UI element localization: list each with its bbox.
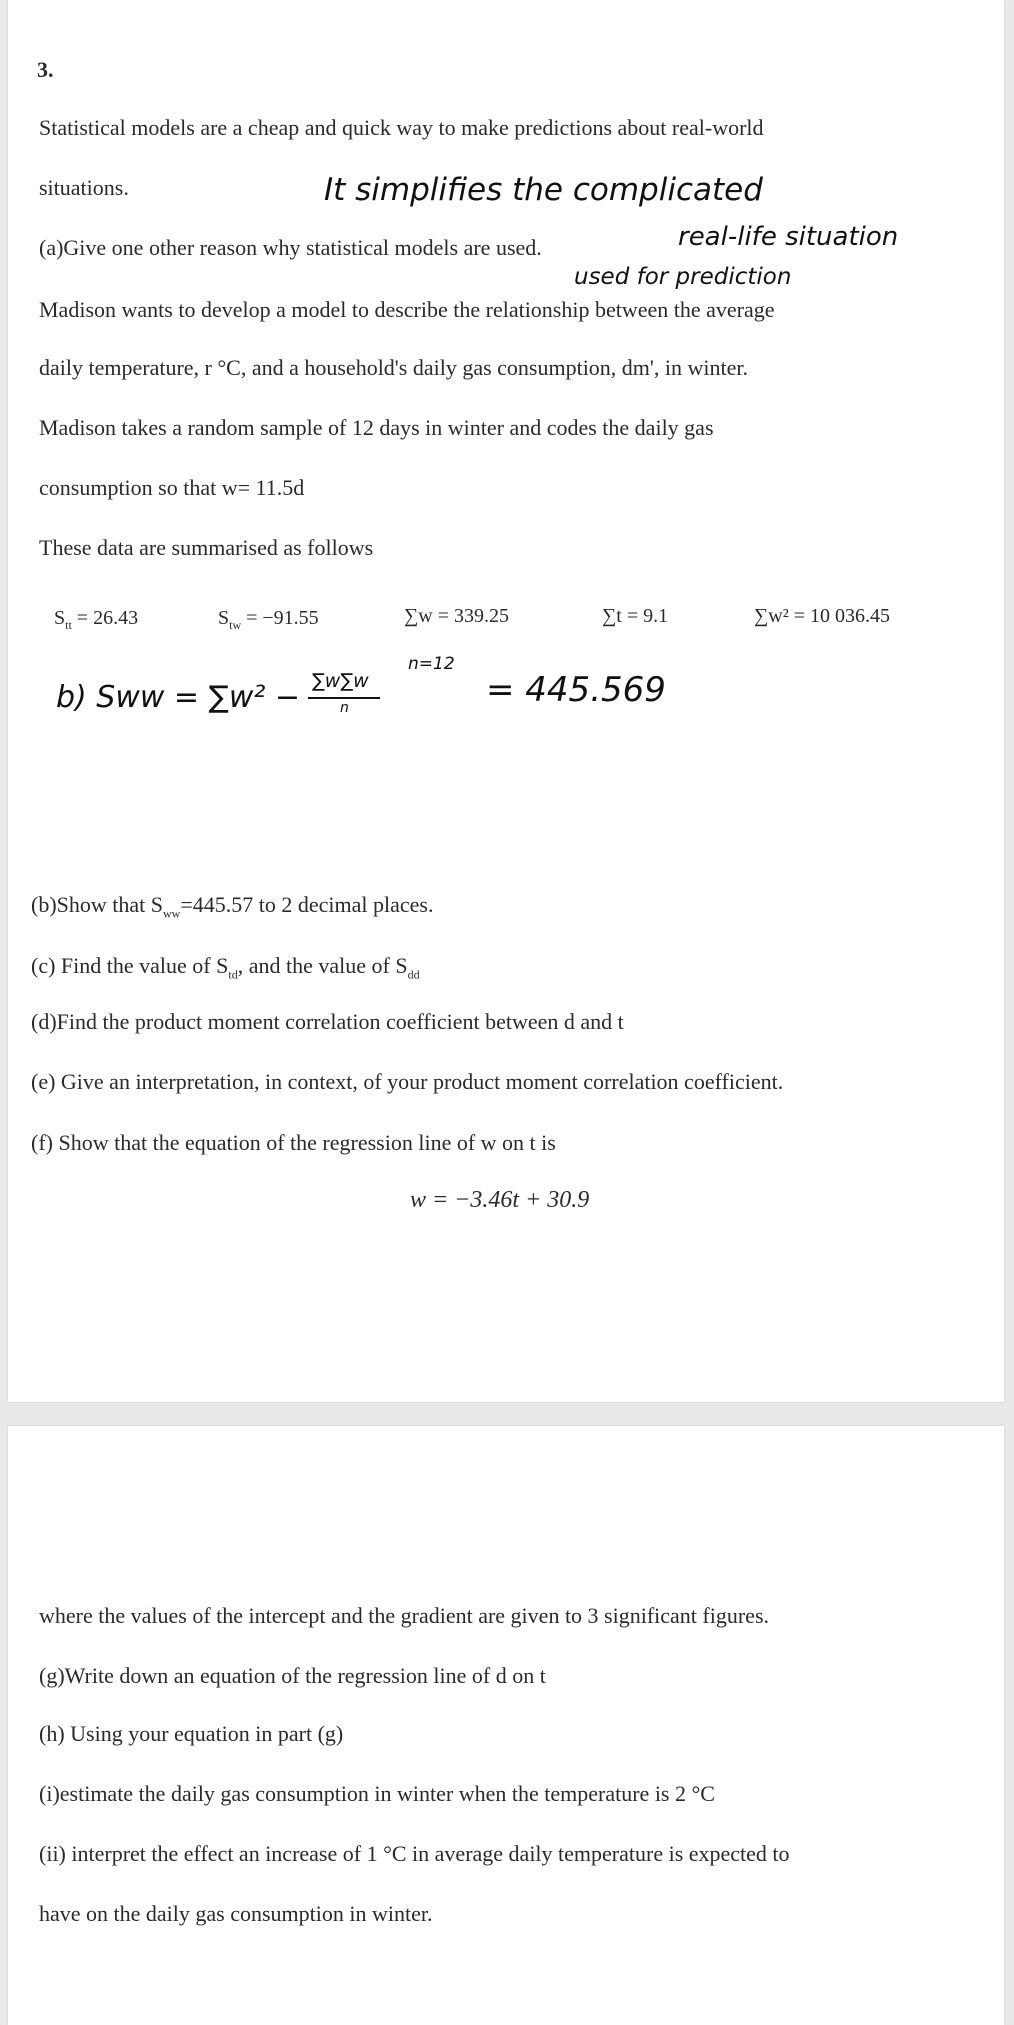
part-g-question: (g)Write down an equation of the regression line of d on t <box>39 1663 546 1688</box>
handwritten-fraction-bar <box>308 697 380 699</box>
part-e-question: (e) Give an interpretation, in context, of your product moment correlation coefficient. <box>31 1069 784 1094</box>
handwritten-answer-a-line-2: real-life situation <box>678 222 899 252</box>
body-line-1: Madison wants to develop a model to describe the relationship between the average <box>39 297 775 322</box>
intro-line-2: situations. <box>39 175 129 200</box>
body-line-4: consumption so that w= 11.5d <box>39 475 305 500</box>
stat-sum-w: ∑w = 339.25 <box>404 605 509 627</box>
part-b-question: (b)Show that $S_{ww}=445.57$ to 2 decimal places. <box>31 892 434 921</box>
intro-line-1: Statistical models are a cheap and quick way to make predictions about real-world <box>39 115 764 140</box>
stat-sum-w-squared: ∑w² = 10 036.45 <box>754 605 890 627</box>
part-a-question: (a)Give one other reason why statistical models are used. <box>39 235 542 260</box>
question-number: 3. <box>37 57 54 82</box>
part-h-ii-line-1: (ii) interpret the effect an increase of 1 °C in average daily temperature is expected to <box>39 1841 790 1866</box>
stat-s-tw: $S_{tw} = -91.55$ <box>218 607 319 632</box>
body-line-3: Madison takes a random sample of 12 days in winter and codes the daily gas <box>39 415 714 440</box>
body-line-2: daily temperature, r °C, and a household's daily gas consumption, dm', in winter. <box>39 355 748 380</box>
page2-line-1: where the values of the intercept and the gradient are given to 3 significant figures. <box>39 1603 770 1628</box>
part-h-i-question: (i)estimate the daily gas consumption in winter when the temperature is 2 °C <box>39 1781 715 1806</box>
part-h-question: (h) Using your equation in part (g) <box>39 1721 344 1746</box>
stat-sum-t: ∑t = 9.1 <box>602 605 669 627</box>
worksheet-page-1 <box>8 0 1004 1402</box>
handwritten-b-numerator: ∑w∑w <box>312 670 369 692</box>
handwritten-answer-a-line-3: used for prediction <box>574 264 792 290</box>
handwritten-b-denominator: n <box>340 700 349 716</box>
part-h-ii-line-2: have on the daily gas consumption in winter. <box>39 1901 433 1926</box>
part-c-question: (c) Find the value of $S_{td}$, and the value of $S_{dd}$ <box>31 953 420 982</box>
part-d-question: (d)Find the product moment correlation coefficient between d and t <box>31 1009 624 1034</box>
regression-equation: w = −3.46t + 30.9 <box>410 1187 590 1213</box>
stat-s-tt: $S_{tt} = 26.43$ <box>54 607 139 632</box>
body-line-5: These data are summarised as follows <box>39 535 374 560</box>
handwritten-b-lhs: b) Sww = ∑w² − <box>56 680 301 715</box>
handwritten-answer-a-line-1: It simplifies the complicated <box>324 172 763 208</box>
handwritten-b-result: = 445.569 <box>486 670 666 710</box>
handwritten-n-note: n=12 <box>408 654 455 674</box>
part-f-question: (f) Show that the equation of the regression line of w on t is <box>31 1130 556 1155</box>
worksheet-page-2 <box>8 1426 1004 2025</box>
